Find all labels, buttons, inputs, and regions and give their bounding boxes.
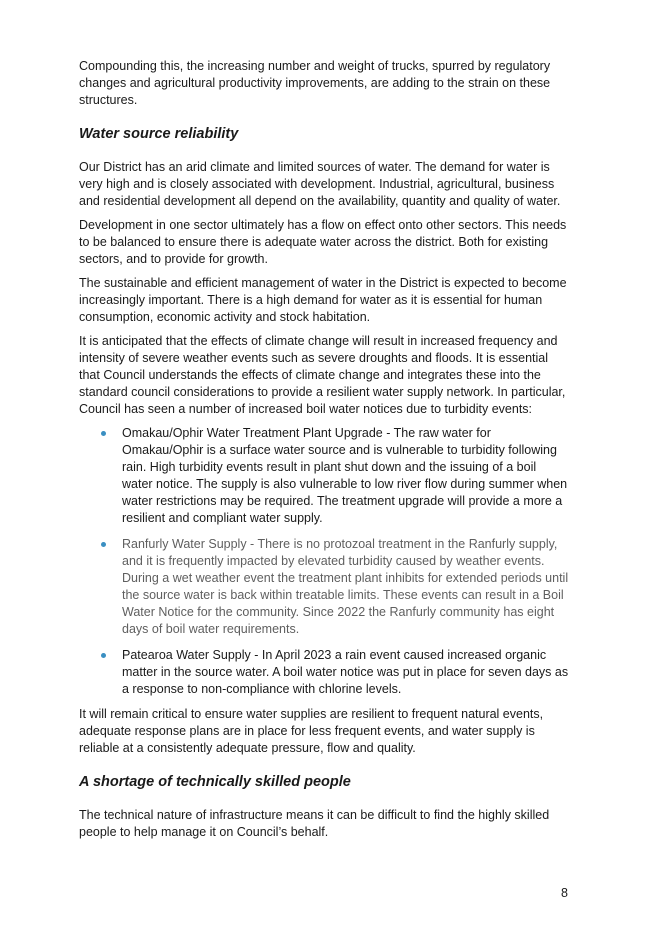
body-paragraph: The sustainable and efficient management of water in the District is expected to become increasingly important. There is a high demand for water as it is essential for human consumption, economic activity and stock habitation. [79,276,567,324]
list-item-ranfurly [122,536,569,638]
document-page [79,58,569,841]
turbidity-events-list [79,425,569,698]
body-paragraph: The technical nature of infrastructure means it can be difficult to find the highly skilled people to help manage it on Council’s behalf. [79,808,550,839]
section-heading-water-source-reliability: Water source reliability [79,126,239,142]
bullet-icon [101,653,106,658]
section-heading-skilled-people: A shortage of technically skilled people [79,774,351,790]
list-item-patearoa [122,647,569,698]
list-item-text: Ranfurly Water Supply - There is no protozoal treatment in the Ranfurly supply, and it is frequently impacted by elevated turbidity caused by weather events. During a wet weather event the treatment plant inhibits for extended periods until the source water is back within treatable limits. These events can result in a Boil Water Notice for the community. Since 2022 the Ranfurly community has eight days of boil water requirements. [122,537,569,636]
bullet-icon [101,542,106,547]
closing-paragraph: It will remain critical to ensure water supplies are resilient to frequent natural events, adequate response plans are in place for less frequent events, and water supply is reliable at a consistently adequate pressure, flow and quality. [79,707,544,755]
body-paragraph: Development in one sector ultimately has a flow on effect onto other sectors. This needs to be balanced to ensure there is adequate water across the district. Both for existing sectors, and to provide for growth. [79,218,567,266]
bullet-icon [101,431,106,436]
list-item-text: Patearoa Water Supply - In April 2023 a rain event caused increased organic matter in the source water. A boil water notice was put in place for seven days as a response to non-compliance with chlorine levels. [122,648,569,696]
list-item-text: Omakau/Ophir Water Treatment Plant Upgrade - The raw water for Omakau/Ophir is a surface water source and is vulnerable to turbidity following rain. High turbidity events result in plant shut down and the issuing of a boil water notice. The supply is also vulnerable to low river flow during summer when water restrictions may be required. The treatment upgrade will provide a more a resilient and compliant water supply. [122,426,568,525]
body-paragraph: It is anticipated that the effects of climate change will result in increased frequency and intensity of severe weather events such as severe droughts and floods. It is essential that Council understands the effects of climate change and integrates these into the standard council considerations to provide a resilient water supply network. In particular, Council has seen a number of increased boil water notices due to turbidity events: [79,334,566,416]
intro-paragraph: Compounding this, the increasing number and weight of trucks, spurred by regulatory changes and agricultural productivity improvements, are adding to the strain on these structures. [79,59,551,107]
list-item-omakau-ophir [122,425,569,527]
page-number: 8 [561,886,568,900]
body-paragraph: Our District has an arid climate and limited sources of water. The demand for water is very high and is closely associated with development. Industrial, agricultural, business and residential development all depend on the availability, quantity and quality of water. [79,160,561,208]
